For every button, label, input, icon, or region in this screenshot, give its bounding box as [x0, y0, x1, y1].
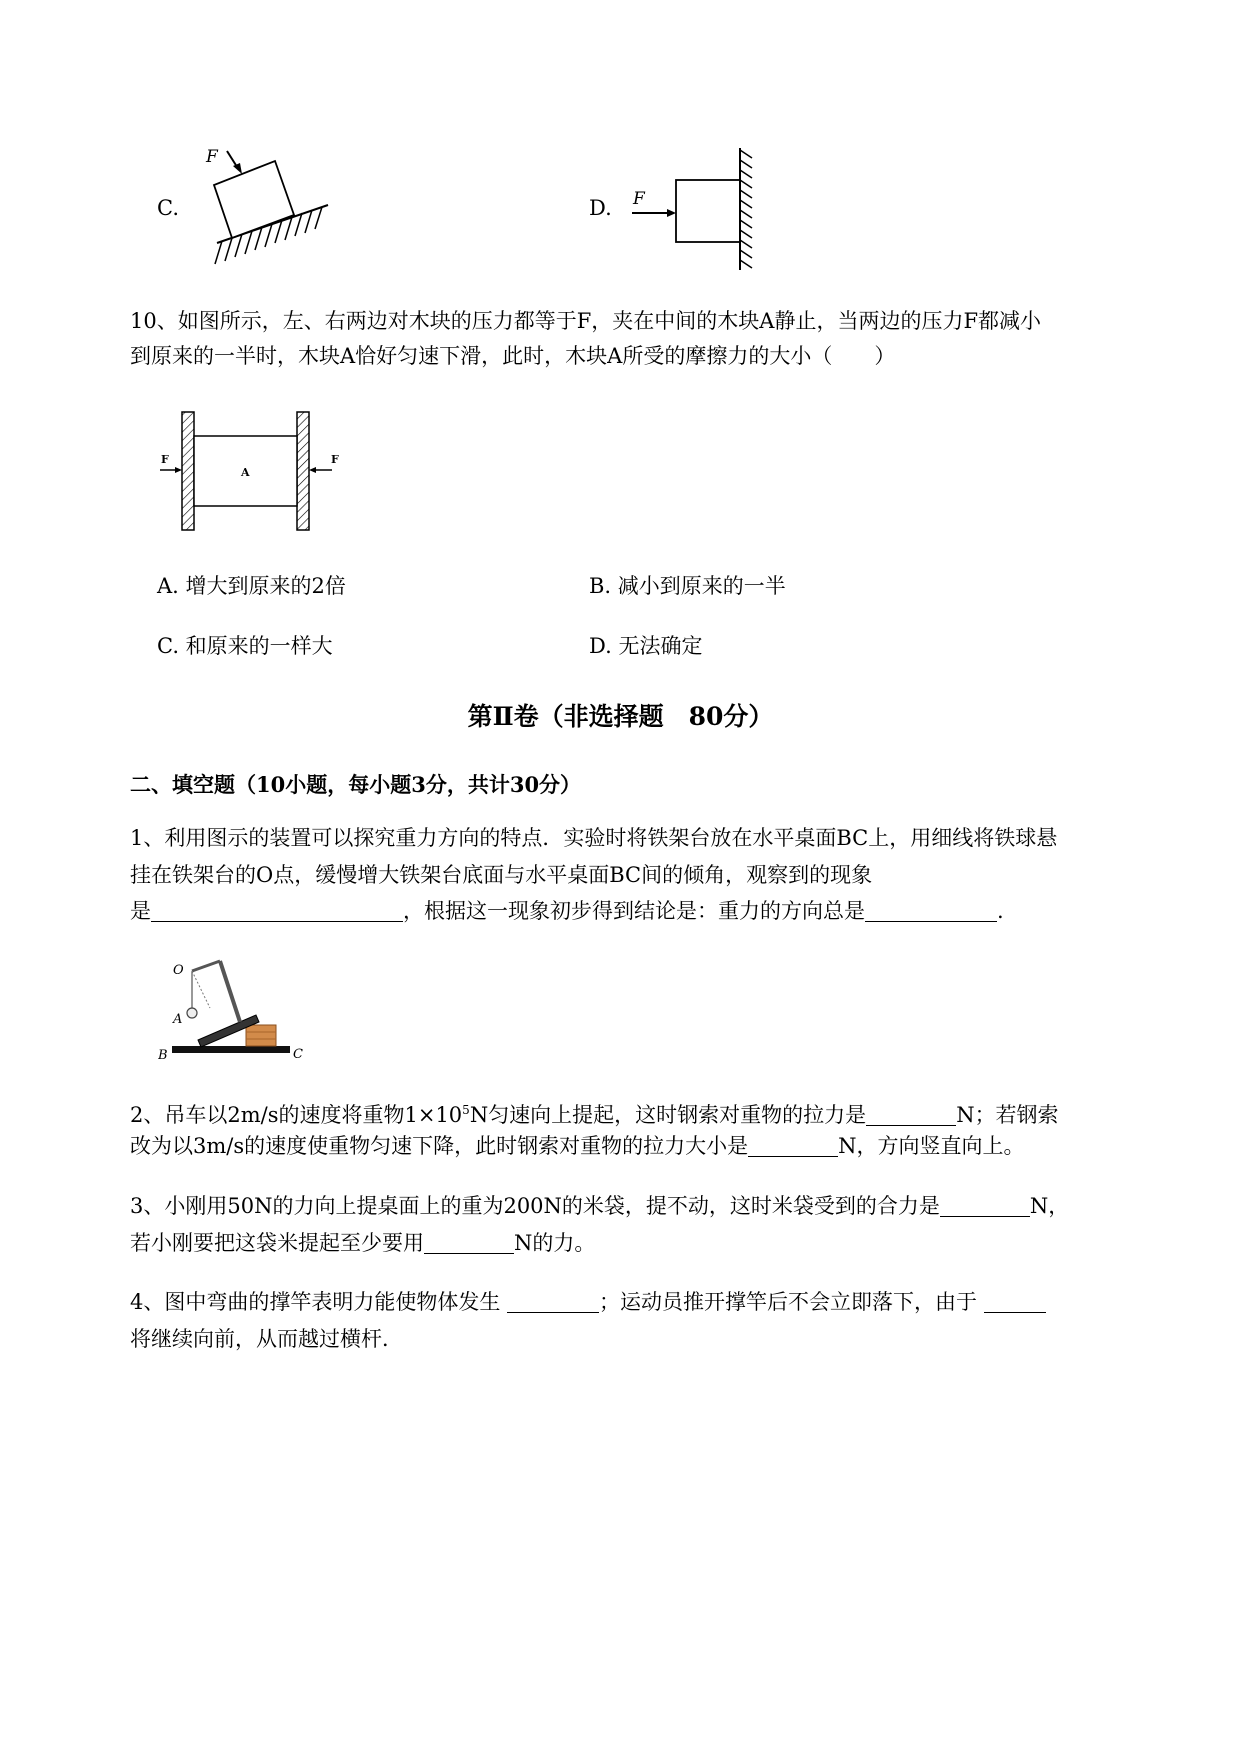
- f2-line1-a: 2、吊车以2m/s的速度将重物1×10: [130, 1103, 463, 1127]
- q9-option-c-label: C.: [157, 196, 179, 220]
- f3-line1-b: N，: [1029, 1194, 1070, 1218]
- f1-fig-c: C: [293, 1047, 303, 1062]
- q9-option-d-label: D.: [589, 196, 612, 220]
- q9-option-c-figure: [195, 140, 335, 270]
- f2-line2-b: N，方向竖直向上。: [838, 1134, 1025, 1158]
- q9-option-d-figure: [625, 140, 760, 275]
- f3-line1-a: 3、小刚用50N的力向上提桌面上的重为200N的米袋，提不动，这时米袋受到的合力是: [130, 1194, 940, 1218]
- f1-text-line3: [130, 893, 1004, 929]
- q10-text-line2: 到原来的一半时，木块A恰好匀速下滑，此时，木块A所受的摩擦力的大小（ ）: [130, 344, 896, 368]
- q9-c-force-label: F: [206, 147, 218, 167]
- q10-option-c[interactable]: C. 和原来的一样大: [157, 634, 333, 658]
- section2-title: 二、填空题（10小题，每小题3分，共计30分）: [130, 772, 582, 797]
- f4-answer-blank-2[interactable]: [984, 1288, 1046, 1313]
- f3-text-line2: [130, 1225, 595, 1261]
- f4-line1-b: ；运动员推开撑竿后不会立即落下，由于: [599, 1290, 984, 1314]
- f2-line1-c: N；若钢索: [956, 1103, 1059, 1127]
- f1-line3-c: .: [997, 899, 1004, 923]
- f1-text-line2: 挂在铁架台的O点，缓慢增大铁架台底面与水平桌面BC间的倾角，观察到的现象: [130, 863, 873, 887]
- f4-answer-blank-1[interactable]: [507, 1288, 599, 1313]
- f3-answer-blank-2[interactable]: [424, 1229, 514, 1254]
- f1-answer-blank-1[interactable]: [151, 897, 403, 922]
- f1-line3-a: 是: [130, 899, 151, 923]
- f3-line2-b: N的力。: [514, 1231, 596, 1255]
- f1-apparatus-figure: [158, 950, 308, 1065]
- f4-line1-a: 4、图中弯曲的撑竿表明力能使物体发生: [130, 1290, 508, 1314]
- f2-text-line2: [130, 1128, 1025, 1164]
- q10-figure: [155, 408, 350, 533]
- f1-answer-blank-2[interactable]: [865, 897, 997, 922]
- q10-option-d[interactable]: D. 无法确定: [589, 634, 703, 658]
- f2-line1-b: N匀速向上提起，这时钢索对重物的拉力是: [469, 1103, 867, 1127]
- f1-fig-b: B: [158, 1048, 168, 1063]
- f4-text-line1: [130, 1284, 1046, 1320]
- f1-fig-o: O: [173, 963, 184, 978]
- f1-text-line1: 1、利用图示的装置可以探究重力方向的特点．实验时将铁架台放在水平桌面BC上，用细线将铁球悬: [130, 826, 1058, 850]
- q10-text-line1: 10、如图所示，左、右两边对木块的压力都等于F，夹在中间的木块A静止，当两边的压力F都减小: [130, 309, 1042, 333]
- q10-block-label: A: [241, 466, 250, 479]
- f2-text-line1: [130, 1092, 1059, 1133]
- f2-answer-blank-1[interactable]: [866, 1101, 956, 1126]
- f3-line2-a: 若小刚要把这袋米提起至少要用: [130, 1231, 424, 1255]
- q10-option-a[interactable]: A. 增大到原来的2倍: [157, 574, 346, 598]
- f2-line1-sup: 5: [462, 1103, 470, 1117]
- f4-text-line2: 将继续向前，从而越过横杆．: [130, 1327, 403, 1351]
- f1-line3-b: ，根据这一现象初步得到结论是：重力的方向总是: [403, 899, 865, 923]
- q10-right-force: F: [331, 453, 339, 466]
- q10-left-force: F: [161, 453, 169, 466]
- f2-answer-blank-2[interactable]: [748, 1132, 838, 1157]
- f2-line2-a: 改为以3m/s的速度使重物匀速下降，此时钢索对重物的拉力大小是: [130, 1134, 749, 1158]
- q10-option-b[interactable]: B. 减小到原来的一半: [589, 574, 786, 598]
- f1-fig-a: A: [173, 1012, 183, 1027]
- f3-answer-blank-1[interactable]: [940, 1192, 1030, 1217]
- f3-text-line1: [130, 1188, 1069, 1224]
- part2-title: 第Ⅱ卷（非选择题 80分）: [467, 702, 774, 731]
- q9-d-force-label: F: [633, 189, 645, 209]
